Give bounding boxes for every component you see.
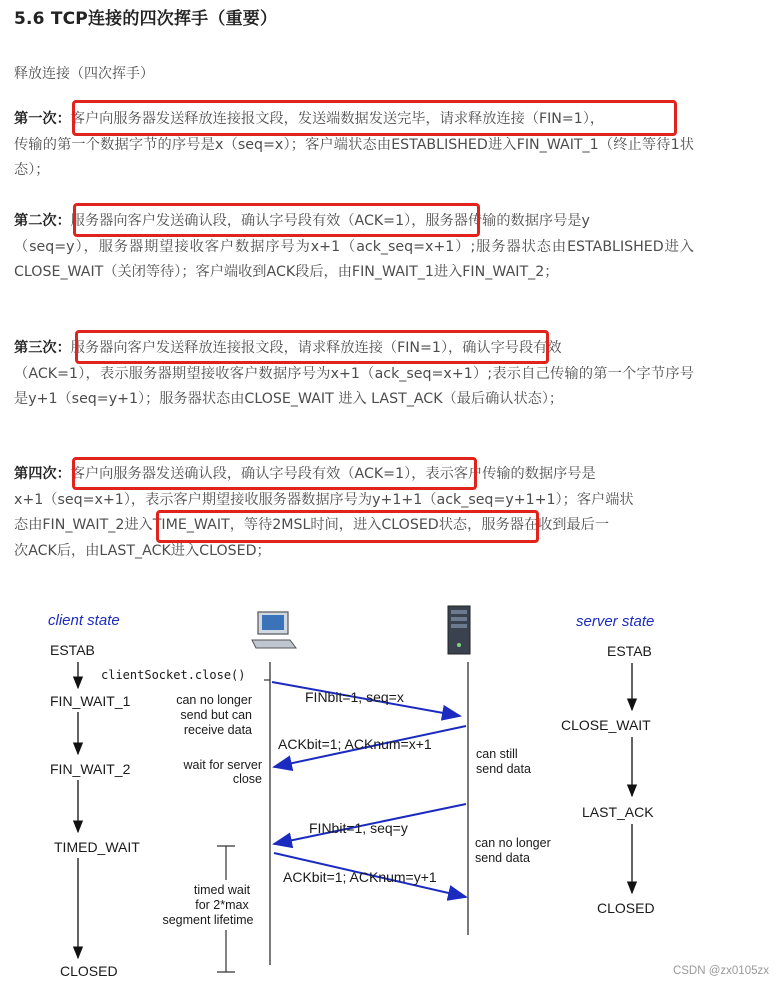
svg-text:for 2*max: for 2*max	[195, 898, 249, 912]
step-4-highlight-text: 客户向服务器发送确认段，确认字号段有效（ACK=1）	[70, 466, 412, 482]
svg-text:segment lifetime: segment lifetime	[162, 913, 254, 927]
step-3-highlight-text: 服务器向客户发送释放连接报文段，请求释放连接（FIN=1）	[70, 340, 449, 356]
step-4-tail: ，表示客户传输的数据序号是	[411, 466, 596, 482]
msg-fin-x: FINbit=1, seq=x	[305, 689, 404, 705]
step-2-highlight-text: 服务器向客户发送确认段，确认字号段有效（ACK=1）	[70, 213, 412, 229]
intro-text: 释放连接（四次挥手）	[14, 66, 154, 82]
step-4-highlight-box	[72, 457, 477, 490]
step-1-rest: 传输的第一个数据字节的序号是x（seq=x）；客户端状态由ESTABLISHED进入FIN_WAIT_1（终止等待1状态）；	[14, 136, 694, 178]
svg-text:send but can: send but can	[180, 708, 252, 722]
client-state-estab: ESTAB	[50, 642, 95, 658]
step-2-highlight-box	[70, 203, 480, 237]
svg-text:send data: send data	[475, 851, 530, 865]
note-server-no-longer	[475, 836, 551, 865]
step-1-highlight-box	[72, 100, 677, 136]
server-state-header: server state	[576, 613, 655, 630]
server-state-close-wait: CLOSE_WAIT	[561, 717, 651, 733]
svg-text:send data: send data	[476, 762, 531, 776]
step-4-label: 第四次：	[14, 466, 71, 482]
step-2-label: 第二次：	[14, 213, 71, 229]
server-icon	[448, 606, 470, 654]
svg-text:can no longer: can no longer	[176, 693, 252, 707]
laptop-icon	[252, 612, 296, 648]
msg-ack-y1: ACKbit=1; ACKnum=y+1	[283, 869, 437, 885]
watermark: CSDN @zx0105zx	[672, 965, 769, 977]
note-timed-wait	[162, 883, 253, 927]
svg-text:can still: can still	[476, 747, 518, 761]
step-2-tail: ，服务器传输的数据序号是y	[411, 213, 590, 229]
msg-ack-x1: ACKbit=1; ACKnum=x+1	[278, 736, 432, 752]
step-3-rest: （ACK=1），表示服务器期望接收客户数据序号为x+1（ack_seq=x+1）;表示自己传输的第一个字节序号是y+1（seq=y+1）；服务器状态由CLOSE_WAIT 进入 LAST_ACK（最后确认状态）；	[14, 365, 694, 407]
client-state-timed-wait: TIMED_WAIT	[54, 839, 140, 855]
svg-text:receive data: receive data	[183, 723, 252, 737]
client-state-fin-wait-2: FIN_WAIT_2	[50, 761, 131, 777]
server-state-estab: ESTAB	[607, 643, 652, 659]
svg-text:timed wait: timed wait	[193, 883, 251, 897]
svg-text:can no longer: can no longer	[475, 836, 551, 850]
step-1-tail: ，	[589, 111, 605, 127]
step-4-line2: x+1（seq=x+1），表示客户期望接收服务器数据序号为y+1+1（ack_seq=y+1+1）；客户端状	[14, 491, 634, 508]
client-state-fin-wait-1: FIN_WAIT_1	[50, 693, 131, 709]
step-4-line3-pre: 态由FIN_WAIT_2进入	[14, 517, 153, 533]
step-1-highlight-text: 客户向服务器发送释放连接报文段，发送端数据发送完毕，请求释放连接（FIN=1）	[70, 111, 590, 127]
step-4-highlight-box-2	[156, 510, 539, 543]
server-state-last-ack: LAST_ACK	[582, 804, 654, 820]
client-close-call: clientSocket.close()	[101, 668, 246, 682]
note-still-send	[476, 747, 531, 776]
step-1-label: 第一次：	[14, 111, 71, 127]
client-state-header: client state	[48, 612, 120, 629]
step-3-label: 第三次：	[14, 340, 71, 356]
tcp-close-diagram	[0, 600, 783, 985]
note-no-longer-send	[176, 693, 252, 737]
server-state-closed: CLOSED	[597, 900, 655, 916]
svg-text:close: close	[232, 772, 262, 786]
step-4-line3-tail: ，服务器在收到最后一	[467, 517, 610, 533]
step-3-tail: ，确认字号段有效	[448, 340, 562, 356]
step-2-rest: （seq=y），服务器期望接收客户数据序号为x+1（ack_seq=x+1）;服务器状态由ESTABLISHED进入CLOSE_WAIT（关闭等待）；客户端收到ACK段后，由FIN_WAIT_1进入FIN_WAIT_2；	[14, 238, 694, 280]
step-3-highlight-box	[75, 330, 549, 364]
page-title: 5.6 TCP连接的四次挥手（重要）	[14, 9, 278, 29]
step-4-highlight2-text: TIME_WAIT，等待2MSL时间，进入CLOSED状态	[152, 517, 468, 533]
svg-text:wait for server: wait for server	[183, 758, 262, 772]
msg-fin-y: FINbit=1, seq=y	[309, 820, 408, 836]
step-4-line4: 次ACK后，由LAST_ACK进入CLOSED；	[14, 542, 271, 559]
note-wait-server	[183, 758, 263, 786]
client-state-closed: CLOSED	[60, 963, 118, 979]
